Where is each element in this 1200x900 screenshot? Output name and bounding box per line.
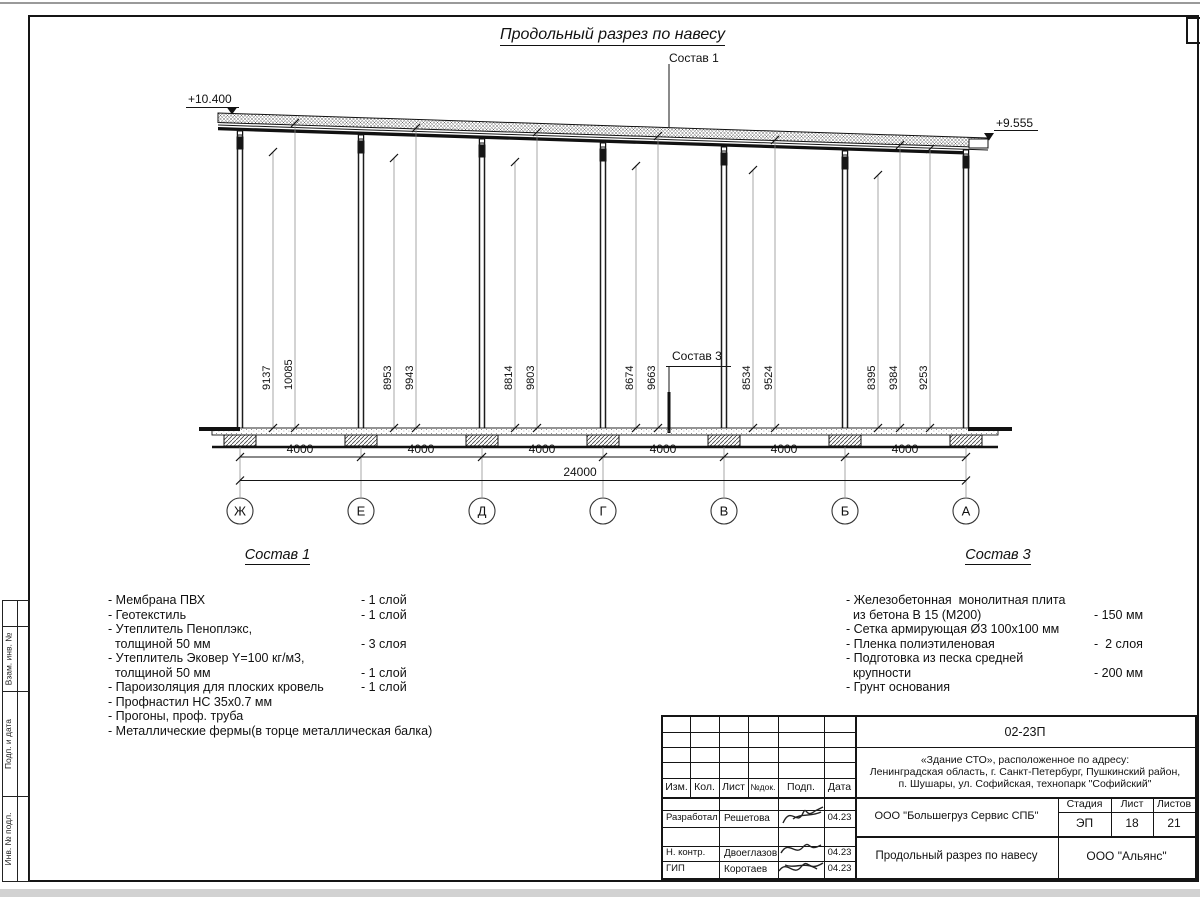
object-line2: Ленинградская область, г. Санкт-Петербург, Пушкинский район, bbox=[869, 765, 1181, 778]
legend3-title: Состав 3 bbox=[965, 547, 1031, 563]
svg-text:4000: 4000 bbox=[649, 442, 677, 456]
height-dimension bbox=[888, 141, 904, 432]
strip-line bbox=[3, 796, 29, 797]
left-stamp-strip bbox=[2, 600, 30, 882]
legend-item: - Пленка полиэтиленовая - 2 слоя bbox=[846, 636, 1143, 651]
svg-text:8395: 8395 bbox=[866, 365, 878, 390]
svg-text:В: В bbox=[719, 503, 729, 519]
legend-item: - Прогоны, проф. труба bbox=[108, 709, 244, 723]
sheets-value: 21 bbox=[1167, 816, 1181, 831]
col-header-list: Лист bbox=[722, 781, 745, 794]
customer-company: ООО "Большегруз Сервис СПБ" bbox=[874, 810, 1039, 823]
svg-text:9663: 9663 bbox=[646, 365, 658, 390]
svg-text:24000: 24000 bbox=[563, 465, 597, 479]
svg-text:4000: 4000 bbox=[891, 442, 919, 456]
drawing-title: Продольный разрез по навесу bbox=[440, 26, 785, 44]
svg-text:9803: 9803 bbox=[525, 365, 537, 390]
svg-text:А: А bbox=[961, 503, 971, 519]
svg-text:10085: 10085 bbox=[283, 359, 295, 390]
svg-text:9943: 9943 bbox=[404, 365, 416, 390]
legend-item: толщиной 50 мм - 1 слой bbox=[108, 665, 407, 680]
svg-text:Ж: Ж bbox=[233, 503, 247, 519]
legend-item: - Металлические фермы(в торце металлическая балка) bbox=[108, 723, 433, 738]
legend-item: - Пароизоляция для плоских кровель - 1 слой bbox=[108, 680, 407, 694]
height-dimension bbox=[525, 128, 541, 432]
page-bottom-edge bbox=[0, 889, 1200, 897]
legend-item: - Утеплитель Пеноплэкс, bbox=[108, 622, 253, 636]
column-axis-v bbox=[721, 146, 728, 428]
bay-dimensions bbox=[236, 442, 970, 497]
column-axis-e bbox=[358, 134, 365, 428]
name-reshetova: Решетова bbox=[724, 812, 770, 824]
object-line3: п. Шушары, ул. Софийская, технопарк "Софийский" bbox=[898, 778, 1152, 791]
column-axis-b bbox=[842, 150, 849, 428]
legend-item: толщиной 50 мм - 3 слоя bbox=[108, 636, 407, 651]
height-dimension bbox=[646, 132, 662, 432]
elevation-arrow-right bbox=[984, 131, 1038, 141]
height-dimension bbox=[382, 154, 398, 432]
col-header-podp: Подп. bbox=[787, 781, 815, 794]
roof-end-plate bbox=[969, 139, 988, 148]
footing bbox=[829, 435, 861, 446]
svg-text:8953: 8953 bbox=[382, 365, 394, 390]
col-header-izm: Изм. bbox=[665, 781, 688, 794]
stamp-line bbox=[663, 827, 855, 828]
legend3-rows bbox=[846, 593, 1153, 695]
stamp-line bbox=[663, 732, 855, 733]
column-axis-g bbox=[600, 142, 607, 428]
svg-text:4000: 4000 bbox=[528, 442, 556, 456]
svg-text:Г: Г bbox=[599, 503, 607, 519]
svg-text:4000: 4000 bbox=[770, 442, 798, 456]
col-header-ndok: №док. bbox=[750, 781, 776, 792]
svg-text:Е: Е bbox=[356, 503, 366, 519]
sheets-label: Листов bbox=[1156, 798, 1192, 811]
signature-dvoeglazov-korotaev bbox=[777, 839, 827, 879]
footing bbox=[950, 435, 982, 446]
height-dimension bbox=[283, 119, 299, 432]
stage-label: Стадия bbox=[1066, 798, 1103, 811]
object-address bbox=[855, 747, 1195, 797]
signature-reshetova bbox=[781, 803, 825, 829]
footing bbox=[708, 435, 740, 446]
svg-text:9384: 9384 bbox=[888, 365, 900, 390]
height-dimension bbox=[741, 166, 757, 432]
strip-label-inv: Инв. № подл. bbox=[3, 812, 13, 865]
name-dvoeglazov: Двоеглазов bbox=[724, 847, 778, 859]
role-razrabotal: Разработал bbox=[666, 812, 718, 824]
object-line1: «Здание СТО», расположенное по адресу: bbox=[920, 753, 1130, 766]
legend-item: - Мембрана ПВХ - 1 слой bbox=[108, 593, 407, 607]
legend-item: - Подготовка из песка средней bbox=[846, 651, 1024, 665]
callout-sostav3: Состав 3 bbox=[672, 349, 722, 363]
svg-text:9524: 9524 bbox=[763, 365, 775, 390]
svg-text:8534: 8534 bbox=[741, 365, 753, 390]
legend-item: - Грунт основания bbox=[846, 680, 951, 694]
legend-item: - Железобетонная монолитная плита bbox=[846, 593, 1066, 607]
legend-item: - Сетка армирующая Ø3 100х100 мм bbox=[846, 622, 1060, 636]
legend-item: из бетона В 15 (М200) - 150 мм bbox=[846, 607, 1144, 622]
callout-sostav1: Состав 1 bbox=[669, 51, 719, 65]
stage-value: ЭП bbox=[1075, 816, 1094, 831]
height-dimension bbox=[503, 158, 519, 432]
height-dimension bbox=[866, 171, 882, 432]
col-header-kol: Кол. bbox=[694, 781, 715, 794]
sheet-value: 18 bbox=[1125, 816, 1139, 831]
roof-slab bbox=[218, 113, 988, 155]
legend1-rows bbox=[108, 593, 450, 738]
sheet-title: Продольный разрез по навесу bbox=[875, 850, 1038, 863]
name-korotaev: Коротаев bbox=[724, 863, 768, 875]
elevation-mark-right: +9.555 bbox=[996, 116, 1034, 130]
strip-label-podp: Подп. и дата bbox=[3, 718, 13, 769]
svg-text:9253: 9253 bbox=[918, 365, 930, 390]
column-axis-d bbox=[479, 138, 486, 428]
legend-item: крупности - 200 мм bbox=[846, 665, 1144, 680]
svg-text:8674: 8674 bbox=[624, 365, 636, 390]
svg-text:9137: 9137 bbox=[261, 365, 273, 390]
legend-item: - Геотекстиль - 1 слой bbox=[108, 607, 407, 622]
title-block bbox=[661, 715, 1197, 880]
height-dimension bbox=[624, 162, 640, 432]
design-org: ООО "Альянс" bbox=[1086, 849, 1167, 864]
height-dimension bbox=[261, 148, 277, 432]
svg-text:8814: 8814 bbox=[503, 365, 515, 390]
role-gip: ГИП bbox=[666, 863, 685, 875]
footing bbox=[587, 435, 619, 446]
height-dimension bbox=[918, 145, 934, 432]
footing bbox=[345, 435, 377, 446]
legend-item: - Профнастил НС 35х0.7 мм bbox=[108, 694, 273, 709]
svg-text:Д: Д bbox=[477, 503, 487, 519]
elevation-mark-left: +10.400 bbox=[188, 92, 232, 106]
column-axis-zh bbox=[237, 130, 244, 428]
role-nkontr: Н. контр. bbox=[666, 847, 706, 859]
stamp-line bbox=[663, 747, 855, 748]
svg-text:Б: Б bbox=[840, 503, 850, 519]
legend1-title: Состав 1 bbox=[244, 547, 311, 563]
strip-label-vzam: Взам. инв. № bbox=[3, 632, 13, 685]
sheet-label: Лист bbox=[1120, 798, 1144, 811]
date-gip: 04.23 bbox=[827, 863, 852, 875]
stamp-line bbox=[663, 762, 855, 763]
doc-number: 02-23П bbox=[1004, 724, 1046, 739]
ground-slab bbox=[199, 427, 1012, 447]
grid-axis-bubbles bbox=[227, 498, 979, 524]
legend-item: - Утеплитель Эковер Y=100 кг/м3, bbox=[108, 651, 305, 665]
col-header-data: Дата bbox=[827, 781, 852, 794]
column-axis-a bbox=[963, 149, 970, 428]
height-dimension bbox=[763, 136, 779, 432]
svg-text:4000: 4000 bbox=[407, 442, 435, 456]
footing bbox=[466, 435, 498, 446]
date-nkontr: 04.23 bbox=[827, 847, 852, 859]
footing bbox=[224, 435, 256, 446]
height-dimension bbox=[404, 124, 420, 432]
svg-text:4000: 4000 bbox=[286, 442, 314, 456]
date-razrabotal: 04.23 bbox=[827, 812, 852, 824]
